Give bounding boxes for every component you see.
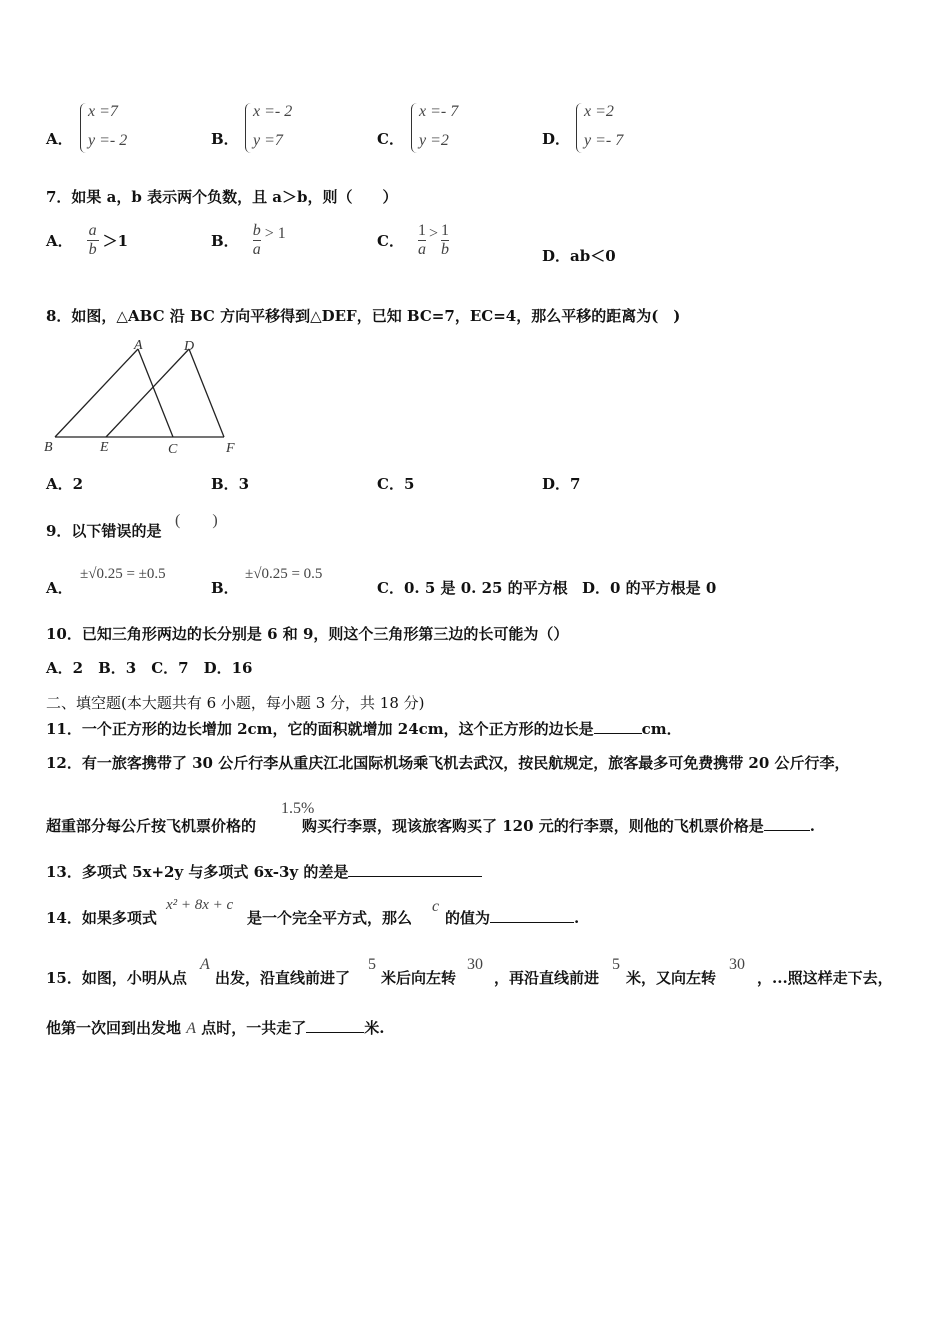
q12-end: . bbox=[809, 817, 816, 835]
q14-answer-blank[interactable] bbox=[490, 908, 574, 923]
q15-line2-pre: 他第一次回到出发地 bbox=[46, 1019, 182, 1037]
q7-option-b-rel: > 1 bbox=[264, 224, 286, 242]
q6-option-c-y: y =2 bbox=[419, 132, 449, 149]
q14-post: 的值为 bbox=[445, 909, 491, 927]
q8-option-d: D．7 bbox=[542, 475, 581, 493]
q7-stem: 7．如果 a，b 表示两个负数，且 a＞b，则（ ） bbox=[46, 188, 398, 206]
q7-option-d: D．ab＜0 bbox=[542, 247, 616, 265]
q15-p4: ，再沿直线前进 bbox=[494, 969, 600, 987]
q8-label-c: C bbox=[168, 442, 178, 457]
q7-c-num2: 1 bbox=[440, 222, 449, 239]
q6-option-b-letter: B． bbox=[211, 130, 239, 148]
q15-num-5b: 5 bbox=[612, 956, 620, 973]
q14-mid: 是一个完全平方式，那么 bbox=[247, 909, 413, 927]
q15-line2 bbox=[46, 1017, 385, 1038]
q8-label-b: B bbox=[44, 440, 53, 455]
q6-option-b-x: x =- 2 bbox=[253, 103, 293, 120]
q7-c-den2: b bbox=[440, 241, 449, 258]
q11-answer-blank[interactable] bbox=[594, 719, 642, 734]
q11-unit: cm． bbox=[641, 720, 682, 738]
q7-option-a-fraction bbox=[87, 222, 99, 259]
q9-option-b-expr: ±√0.25 = 0.5 bbox=[245, 566, 323, 582]
q10-stem: 10．已知三角形两边的长分别是 6 和 9，则这个三角形第三边的长可能为（） bbox=[46, 625, 569, 643]
q14-pre: 14．如果多项式 bbox=[46, 909, 157, 927]
q15-line2-a: A bbox=[186, 1020, 197, 1037]
q7-b-num: b bbox=[252, 222, 261, 239]
q15-p1: 15．如图，小明从点 bbox=[46, 969, 187, 987]
q15-p5: 米，又向左转 bbox=[626, 969, 717, 987]
q7-a-num: a bbox=[88, 222, 97, 239]
q8-line-ba bbox=[55, 349, 138, 437]
q6-option-d-brace bbox=[576, 103, 583, 153]
q15-point-a: A bbox=[200, 956, 210, 973]
q8-line-ac bbox=[138, 349, 173, 437]
q12-percent: 1.5% bbox=[281, 800, 315, 817]
q6-option-a-letter: A． bbox=[46, 130, 73, 148]
q7-option-a-letter: A． bbox=[46, 232, 73, 250]
q6-option-b-brace bbox=[245, 103, 252, 153]
q15-answer-blank[interactable] bbox=[306, 1018, 364, 1033]
q7-b-den: a bbox=[252, 241, 261, 258]
q7-a-den: b bbox=[88, 241, 97, 258]
q6-option-c-letter: C． bbox=[377, 130, 404, 148]
q7-option-c-fraction1 bbox=[418, 222, 426, 259]
q6-option-c-brace bbox=[411, 103, 418, 153]
q9-option-a-letter: A． bbox=[46, 579, 73, 597]
q14 bbox=[46, 907, 157, 928]
q15-p3: 米后向左转 bbox=[381, 969, 457, 987]
q9-paren: ( ) bbox=[175, 512, 218, 529]
q12-line2-pre: 超重部分每公斤按飞机票价格的 bbox=[46, 817, 257, 835]
q14-mid-wrap bbox=[247, 907, 412, 928]
q9-stem: 9．以下错误的是 bbox=[46, 522, 162, 540]
section-2-heading: 二、填空题(本大题共有 6 小题，每小题 3 分，共 18 分) bbox=[46, 694, 425, 712]
q14-end: . bbox=[574, 909, 580, 927]
q8-line-ed bbox=[106, 349, 189, 437]
q8-label-a: A bbox=[134, 338, 143, 353]
q8-label-d: D bbox=[184, 339, 195, 354]
q15-angle-30b: 30 bbox=[729, 956, 745, 973]
q9-option-b-letter: B． bbox=[211, 579, 239, 597]
q9-option-d: D．0 的平方根是 0 bbox=[582, 579, 717, 597]
q14-expression: x² + 8x + c bbox=[166, 897, 234, 913]
q8-label-f: F bbox=[226, 441, 235, 456]
q15-line2-mid: 点时，一共走了 bbox=[201, 1019, 307, 1037]
q15-p2: 出发，沿直线前进了 bbox=[215, 969, 351, 987]
q7-option-c bbox=[377, 222, 449, 259]
q11 bbox=[46, 718, 682, 739]
q8-option-c: C．5 bbox=[377, 475, 415, 493]
q7-option-c-rel: > bbox=[428, 224, 438, 242]
q6-option-c-x: x =- 7 bbox=[419, 103, 459, 120]
q7-option-b-fraction bbox=[253, 222, 261, 259]
q9-option-c: C．0. 5 是 0. 25 的平方根 bbox=[377, 579, 568, 597]
q7-option-a bbox=[46, 222, 128, 259]
q9-option-a-expr: ±√0.25 = ±0.5 bbox=[80, 566, 166, 582]
q6-option-a-x: x =7 bbox=[88, 103, 118, 120]
q6-option-b-y: y =7 bbox=[253, 132, 283, 149]
q14-tail bbox=[445, 907, 579, 928]
q12-answer-blank[interactable] bbox=[764, 816, 810, 831]
q15-line2-post: 米. bbox=[364, 1019, 385, 1037]
q14-var-c: c bbox=[432, 898, 440, 915]
q12-line2 bbox=[46, 815, 815, 836]
q6-option-d-letter: D． bbox=[542, 130, 571, 148]
q7-option-a-rel: ＞1 bbox=[102, 232, 129, 250]
q8-stem: 8．如图，△ABC 沿 BC 方向平移得到△DEF，已知 BC=7，EC=4，那么平移的距离为( ) bbox=[46, 307, 681, 325]
q6-option-a-y: y =- 2 bbox=[88, 132, 128, 149]
q7-c-num1: 1 bbox=[417, 222, 426, 239]
q7-c-den1: a bbox=[417, 241, 426, 258]
q8-line-df bbox=[189, 349, 224, 437]
q8-label-e: E bbox=[100, 440, 109, 455]
q8-option-a: A．2 bbox=[46, 475, 84, 493]
q15-angle-30a: 30 bbox=[467, 956, 483, 973]
q13-answer-blank[interactable] bbox=[348, 862, 482, 877]
q12-line1: 12．有一旅客携带了 30 公斤行李从重庆江北国际机场乘飞机去武汉，按民航规定，旅客最多可免费携带 20 公斤行李， bbox=[46, 754, 850, 772]
q13-text: 13．多项式 5x+2y 与多项式 6x-3y 的差是 bbox=[46, 863, 349, 881]
q8-option-b: B．3 bbox=[211, 475, 250, 493]
q7-option-b bbox=[211, 222, 286, 259]
q12-line2-post: 购买行李票，现该旅客购买了 120 元的行李票，则他的飞机票价格是 bbox=[302, 817, 764, 835]
q11-text: 11．一个正方形的边长增加 2cm，它的面积就增加 24cm，这个正方形的边长是 bbox=[46, 720, 594, 738]
q6-option-a-brace bbox=[80, 103, 87, 153]
q6-option-d-y: y =- 7 bbox=[584, 132, 624, 149]
q15-p6: ，...照这样走下去， bbox=[757, 969, 893, 987]
q8-triangle-figure bbox=[40, 335, 250, 460]
q13 bbox=[46, 861, 482, 882]
q7-option-c-fraction2 bbox=[441, 222, 449, 259]
q7-option-c-letter: C． bbox=[377, 232, 404, 250]
q10-options: A．2 B．3 C．7 D．16 bbox=[46, 659, 253, 677]
q7-option-b-letter: B． bbox=[211, 232, 239, 250]
q15-num-5a: 5 bbox=[368, 956, 376, 973]
q6-option-d-x: x =2 bbox=[584, 103, 614, 120]
